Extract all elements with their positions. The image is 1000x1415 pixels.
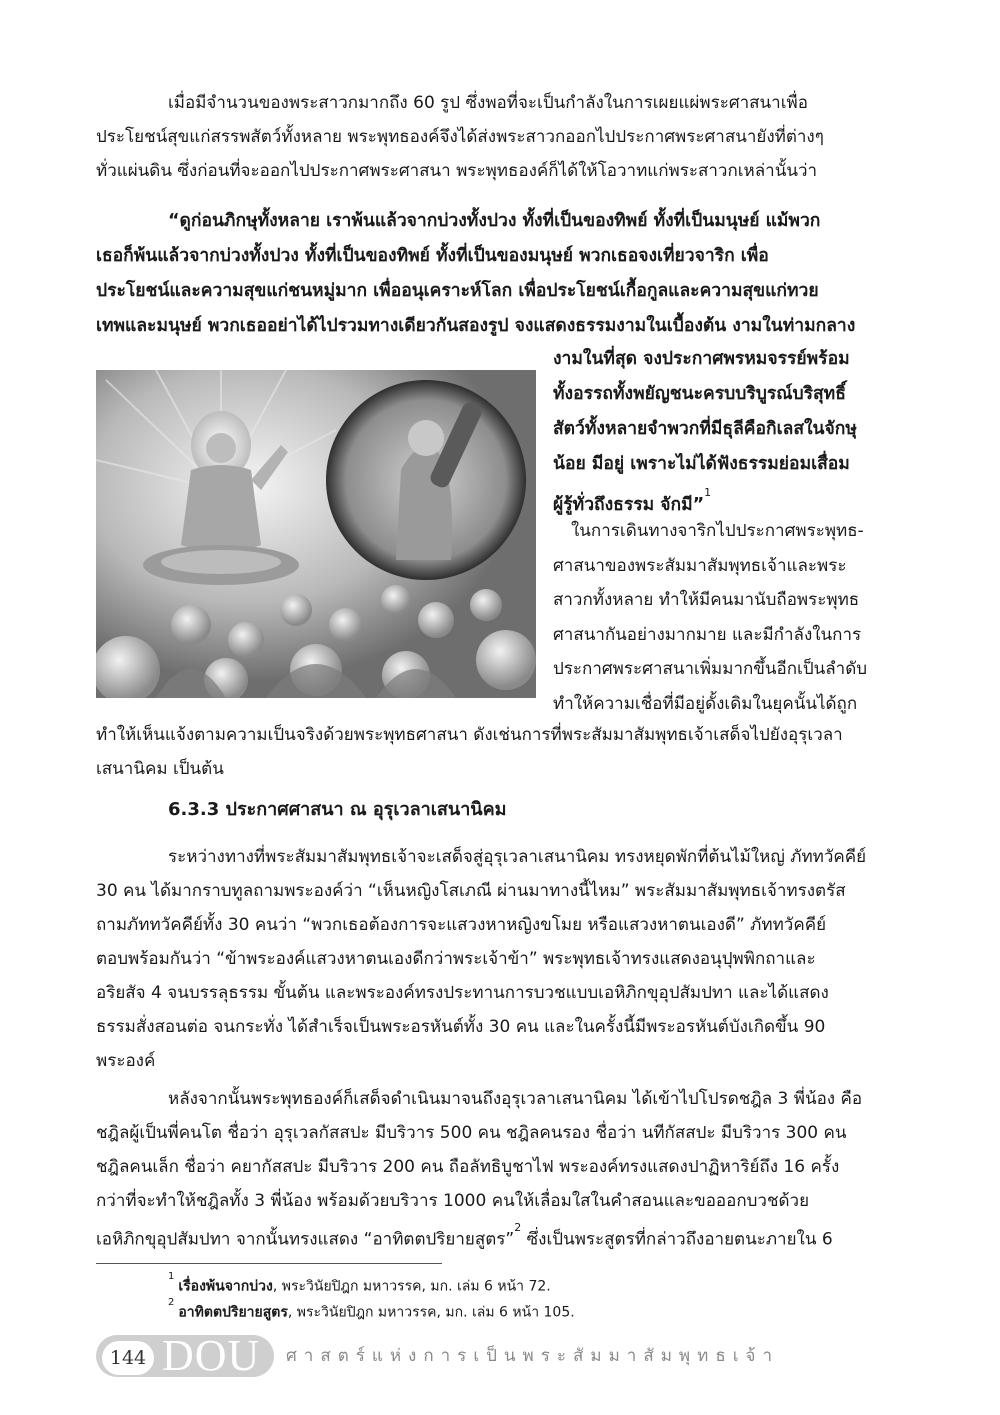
jatila-paragraph	[96, 1082, 904, 1252]
footer-badge	[96, 1331, 274, 1380]
buddha-quote	[96, 204, 904, 344]
text-line: เสนานิคม เป็นต้น	[96, 759, 224, 779]
text-line: ประโยชน์สุขแก่สรรพสัตว์ทั้งหลาย พระพุทธองค์จึงได้ส่งพระสาวกออกไปประกาศพระศาสนายังที่ต่างๆ	[96, 127, 824, 147]
footnote-source: , พระวินัยปิฎก มหาวรรค, มก. เล่ม 6 หน้า 105.	[287, 1304, 575, 1321]
text-line: หลังจากนั้นพระพุทธองค์ก็เสด็จดำเนินมาจนถึงอุรุเวลาเสนานิคม ได้เข้าไปโปรดชฎิล 3 พี่น้อง คือ	[168, 1089, 863, 1109]
text-line: ทั่วแผ่นดิน ซึ่งก่อนที่จะออกไปประกาศพระศาสนา พระพุทธองค์ก็ได้ให้โอวาทแก่พระสาวกเหล่านั้นว่า	[96, 161, 818, 181]
quote-line: งามในที่สุด จงประกาศพรหมจรรย์พร้อม	[553, 349, 850, 369]
footnote-ref: 1	[704, 486, 712, 499]
quote-line: เทพและมนุษย์ พวกเธออย่าได้ไปรวมทางเดียวกันสองรูป จงแสดงธรรมงามในเบื้องต้น งามในท่ามกลาง	[96, 316, 856, 336]
text-line: อริยสัจ 4 จนบรรลุธรรม ขั้นต้น และพระองค์ทรงประทานการบวชแบบเอหิภิกขุอุปสัมปทา และได้แสดง	[96, 983, 829, 1003]
footnote-number: 1	[168, 1271, 175, 1282]
text-line: สาวกทั้งหลาย ทำให้มีคนมานับถือพระพุทธ	[553, 590, 860, 610]
text-line: 30 คน ได้มากราบทูลถามพระองค์ว่า “เห็นหญิงโสเภณี ผ่านมาทางนี้ไหม” พระสัมมาสัมพุทธเจ้าทรงตรัส	[96, 881, 846, 901]
quote-line	[553, 482, 903, 517]
spread-paragraph-continued	[96, 718, 904, 786]
page-number: 144	[102, 1341, 154, 1375]
quote-line: น้อย มีอยู่ เพราะไม่ได้ฟังธรรมย่อมเสื่อม	[553, 454, 850, 474]
text-line: ประกาศพระศาสนาเพิ่มมากขึ้นอีกเป็นลำดับ	[553, 659, 868, 679]
spread-paragraph	[553, 514, 903, 721]
footnote-source: , พระวินัยปิฎก มหาวรรค, มก. เล่ม 6 หน้า 72.	[272, 1278, 551, 1295]
quote-line: ประโยชน์และความสุขแก่ชนหมู่มาก เพื่ออนุเคราะห์โลก เพื่อประโยชน์เกื้อกูลและความสุขแก่ทวย	[96, 281, 819, 301]
footnote-title: เรื่องพ้นจากบ่วง	[178, 1278, 273, 1295]
quote-continuation	[553, 342, 903, 517]
intro-paragraph	[96, 86, 904, 188]
bhaddavaggiya-paragraph	[96, 840, 904, 1078]
footnote-title: อาทิตตปริยายสูตร	[178, 1304, 288, 1321]
buddha-disciple-illustration-icon	[96, 370, 536, 698]
text-line: ชฎิลผู้เป็นพี่คนโต ชื่อว่า อุรุเวลกัสสปะ มีบริวาร 500 คน ชฎิลคนรอง ชื่อว่า นทีกัสสปะ มีบริวาร 300 คน	[96, 1123, 847, 1143]
quote-line: สัตว์ทั้งหลายจำพวกที่มีธุลีคือกิเลสในจักษุ	[553, 419, 857, 439]
footnote-ref: 2	[514, 1221, 522, 1234]
footnote-1	[168, 1272, 551, 1298]
text-line: ศาสนาของพระสัมมาสัมพุทธเจ้าและพระ	[553, 555, 847, 576]
text-line: ในการเดินทางจาริกไปประกาศพระพุทธ-	[571, 521, 864, 541]
text-line: ชฎิลคนเล็ก ชื่อว่า คยากัสสปะ มีบริวาร 200 คน ถือลัทธิบูชาไฟ พระองค์ทรงแสดงปาฏิหาริย์ถึง 16 ครั้ง	[96, 1157, 840, 1177]
quote-line: เธอก็พ้นแล้วจากบ่วงทั้งปวง ทั้งที่เป็นของทิพย์ ทั้งที่เป็นของมนุษย์ พวกเธอจงเที่ยวจาริก เพื่อ	[96, 246, 769, 266]
text-line	[96, 1218, 904, 1252]
text-segment: ซึ่งเป็นพระสูตรที่กล่าวถึงอายตนะภายใน 6	[521, 1229, 833, 1250]
quote-end-text: ผู้รู้ทั่วถึงธรรม จักมี”	[553, 494, 705, 515]
text-line: กว่าที่จะทำให้ชฎิลทั้ง 3 พี่น้อง พร้อมด้วยบริวาร 1000 คนให้เลื่อมใสในคำสอนและขอออกบวชด้วย	[96, 1191, 810, 1211]
section-heading: 6.3.3 ประกาศศาสนา ณ อุรุเวลาเสนานิคม	[168, 799, 507, 820]
page-footer	[96, 1333, 906, 1379]
text-line: ระหว่างทางที่พระสัมมาสัมพุทธเจ้าจะเสด็จสู่อุรุเวลาเสนานิคม ทรงหยุดพักที่ต้นไม้ใหญ่ ภัททวัคคีย์	[168, 847, 867, 867]
book-title: ศาสตร์แห่งการเป็นพระสัมมาสัมพุทธเจ้า	[286, 1346, 780, 1366]
text-segment: เอหิภิกขุอุปสัมปทา จากนั้นทรงแสดง “อาทิตตปริยายสูตร”	[96, 1229, 515, 1250]
text-line: ถามภัททวัคคีย์ทั้ง 30 คนว่า “พวกเธอต้องการจะแสวงหาหญิงขโมย หรือแสวงหาตนเองดี” ภัททวัคคีย์	[96, 915, 827, 935]
text-line: ทำให้ความเชื่อที่มีอยู่ดั้งเดิมในยุคนั้นได้ถูก	[553, 693, 858, 714]
text-line: ตอบพร้อมกันว่า “ข้าพระองค์แสวงหาตนเองดีกว่าพระเจ้าข้า” พระพุทธเจ้าทรงแสดงอนุปุพพิกถาและ	[96, 949, 816, 969]
text-line: ศาสนากันอย่างมากมาย และมีกำลังในการ	[553, 624, 862, 645]
footnote-divider	[96, 1263, 442, 1264]
text-line: พระองค์	[96, 1051, 156, 1071]
text-line: ทำให้เห็นแจ้งตามความเป็นจริงด้วยพระพุทธศาสนา ดังเช่นการที่พระสัมมาสัมพุทธเจ้าเสด็จไปยังอุรุเวลา	[96, 725, 843, 745]
quote-line: “ดูก่อนภิกษุทั้งหลาย เราพ้นแล้วจากบ่วงทั้งปวง ทั้งที่เป็นของทิพย์ ทั้งที่เป็นมนุษย์ แม้พวก	[168, 211, 821, 231]
quote-line: ทั้งอรรถทั้งพยัญชนะครบบริบูรณ์บริสุทธิ์	[553, 384, 846, 404]
text-line: เมื่อมีจำนวนของพระสาวกมากถึง 60 รูป ซึ่งพอที่จะเป็นกำลังในการเผยแผ่พระศาสนาเพื่อ	[168, 93, 808, 113]
text-line: ธรรมสั่งสอนต่อ จนกระทั่ง ได้สำเร็จเป็นพระอรหันต์ทั้ง 30 คน และในครั้งนี้มีพระอรหันต์บังเกิดขึ้น 90	[96, 1017, 826, 1037]
footnote-number: 2	[168, 1297, 175, 1308]
dou-logo: DOU	[162, 1331, 261, 1380]
footnote-2	[168, 1298, 575, 1324]
